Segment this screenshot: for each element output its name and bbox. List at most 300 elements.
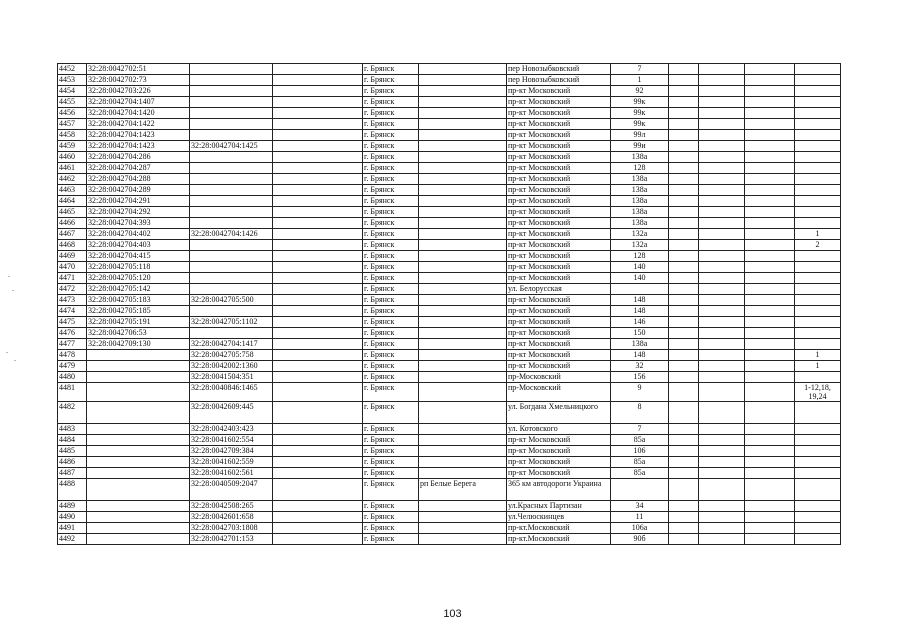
blank-cell	[273, 350, 363, 361]
cadastral-number-cell	[87, 534, 190, 545]
blank-cell	[273, 457, 363, 468]
city-cell: г. Брянск	[363, 295, 419, 306]
cadastral-number-cell: 32:28:0042704:288	[87, 174, 190, 185]
table-row	[58, 251, 841, 262]
blank-cell	[699, 97, 745, 108]
apartment-cell	[795, 174, 841, 185]
city-cell: г. Брянск	[363, 457, 419, 468]
cadastral-number-cell	[87, 457, 190, 468]
blank-cell	[669, 383, 699, 402]
blank-cell	[745, 163, 795, 174]
cadastral-number-2-cell	[190, 75, 273, 86]
apartment-cell	[795, 97, 841, 108]
cadastral-number-2-cell: 32:28:0041602:554	[190, 435, 273, 446]
blank-cell	[273, 262, 363, 273]
blank-cell	[745, 534, 795, 545]
blank-cell	[699, 75, 745, 86]
row-number-cell: 4468	[58, 240, 87, 251]
street-cell: пр-кт Московский	[507, 218, 611, 229]
blank-cell	[669, 152, 699, 163]
table-row	[58, 501, 841, 512]
cadastral-number-2-cell: 32:28:0042704:1426	[190, 229, 273, 240]
blank-cell	[669, 108, 699, 119]
city-cell: г. Брянск	[363, 501, 419, 512]
cadastral-number-cell: 32:28:0042704:402	[87, 229, 190, 240]
blank-cell	[273, 372, 363, 383]
row-number-cell: 4466	[58, 218, 87, 229]
house-cell: 132а	[611, 229, 669, 240]
apartment-cell	[795, 75, 841, 86]
blank-cell	[273, 361, 363, 372]
cadastral-number-cell: 32:28:0042705:120	[87, 273, 190, 284]
row-number-cell: 4459	[58, 141, 87, 152]
district-cell	[419, 317, 507, 328]
cadastral-number-2-cell	[190, 328, 273, 339]
scan-speck	[14, 360, 16, 361]
cadastral-number-2-cell	[190, 262, 273, 273]
blank-cell	[669, 501, 699, 512]
street-cell: пр-кт.Московский	[507, 534, 611, 545]
blank-cell	[699, 141, 745, 152]
house-cell: 148	[611, 295, 669, 306]
table-row	[58, 361, 841, 372]
cadastral-number-cell	[87, 361, 190, 372]
apartment-cell	[795, 512, 841, 523]
apartment-cell	[795, 372, 841, 383]
district-cell	[419, 523, 507, 534]
table-row	[58, 152, 841, 163]
street-cell: пр-кт Московский	[507, 207, 611, 218]
cadastral-number-cell: 32:28:0042705:118	[87, 262, 190, 273]
table-row	[58, 372, 841, 383]
blank-cell	[745, 141, 795, 152]
cadastral-number-cell	[87, 435, 190, 446]
city-cell: г. Брянск	[363, 207, 419, 218]
blank-cell	[745, 402, 795, 424]
cadastral-number-cell: 32:28:0042704:393	[87, 218, 190, 229]
street-cell: пр-кт Московский	[507, 97, 611, 108]
blank-cell	[669, 207, 699, 218]
district-cell	[419, 262, 507, 273]
blank-cell	[273, 339, 363, 350]
blank-cell	[745, 328, 795, 339]
house-cell: 140	[611, 273, 669, 284]
district-cell	[419, 284, 507, 295]
city-cell: г. Брянск	[363, 479, 419, 501]
table-row	[58, 218, 841, 229]
blank-cell	[669, 119, 699, 130]
cadastral-number-2-cell	[190, 306, 273, 317]
blank-cell	[699, 361, 745, 372]
cadastral-number-cell: 32:28:0042704:1407	[87, 97, 190, 108]
blank-cell	[669, 328, 699, 339]
blank-cell	[273, 141, 363, 152]
table-row	[58, 317, 841, 328]
table-row	[58, 534, 841, 545]
blank-cell	[669, 361, 699, 372]
blank-cell	[699, 196, 745, 207]
blank-cell	[669, 262, 699, 273]
blank-cell	[699, 152, 745, 163]
house-cell: 138а	[611, 196, 669, 207]
table-row	[58, 97, 841, 108]
street-cell: пр-кт Московский	[507, 468, 611, 479]
district-cell	[419, 229, 507, 240]
blank-cell	[745, 185, 795, 196]
apartment-cell	[795, 328, 841, 339]
cadastral-number-2-cell	[190, 108, 273, 119]
cadastral-number-cell: 32:28:0042709:130	[87, 339, 190, 350]
blank-cell	[273, 207, 363, 218]
row-number-cell: 4475	[58, 317, 87, 328]
row-number-cell: 4483	[58, 424, 87, 435]
district-cell	[419, 218, 507, 229]
row-number-cell: 4472	[58, 284, 87, 295]
blank-cell	[745, 457, 795, 468]
table-row	[58, 207, 841, 218]
street-cell: пр-кт Московский	[507, 457, 611, 468]
blank-cell	[669, 196, 699, 207]
street-cell: пр-кт Московский	[507, 306, 611, 317]
blank-cell	[273, 446, 363, 457]
blank-cell	[699, 64, 745, 75]
apartment-cell	[795, 479, 841, 501]
street-cell: пр-кт Московский	[507, 295, 611, 306]
blank-cell	[669, 141, 699, 152]
cadastral-number-cell: 32:28:0042704:1423	[87, 141, 190, 152]
blank-cell	[745, 435, 795, 446]
street-cell: пр-кт Московский	[507, 273, 611, 284]
cadastral-number-cell: 32:28:0042704:287	[87, 163, 190, 174]
cadastral-number-2-cell: 32:28:0042002:1360	[190, 361, 273, 372]
row-number-cell: 4471	[58, 273, 87, 284]
row-number-cell: 4474	[58, 306, 87, 317]
blank-cell	[273, 229, 363, 240]
house-cell: 99к	[611, 97, 669, 108]
street-cell: ул. Котовского	[507, 424, 611, 435]
blank-cell	[273, 174, 363, 185]
city-cell: г. Брянск	[363, 196, 419, 207]
house-cell: 99к	[611, 119, 669, 130]
blank-cell	[273, 152, 363, 163]
city-cell: г. Брянск	[363, 512, 419, 523]
cadastral-number-cell	[87, 523, 190, 534]
cadastral-number-cell: 32:28:0042703:226	[87, 86, 190, 97]
district-cell	[419, 240, 507, 251]
cadastral-number-cell: 32:28:0042704:415	[87, 251, 190, 262]
scan-speck	[12, 290, 14, 291]
blank-cell	[745, 479, 795, 501]
apartment-cell: 1	[795, 350, 841, 361]
apartment-cell	[795, 262, 841, 273]
blank-cell	[745, 207, 795, 218]
district-cell	[419, 86, 507, 97]
district-cell	[419, 534, 507, 545]
apartment-cell	[795, 317, 841, 328]
blank-cell	[745, 446, 795, 457]
house-cell: 138а	[611, 207, 669, 218]
district-cell	[419, 185, 507, 196]
apartment-cell	[795, 339, 841, 350]
blank-cell	[699, 435, 745, 446]
blank-cell	[273, 273, 363, 284]
blank-cell	[699, 350, 745, 361]
cadastral-number-2-cell: 32:28:0042709:384	[190, 446, 273, 457]
cadastral-number-2-cell: 32:28:0042508:265	[190, 501, 273, 512]
street-cell: пр-кт Московский	[507, 328, 611, 339]
blank-cell	[745, 284, 795, 295]
blank-cell	[669, 424, 699, 435]
row-number-cell: 4491	[58, 523, 87, 534]
blank-cell	[699, 317, 745, 328]
row-number-cell: 4473	[58, 295, 87, 306]
page-number: 103	[443, 608, 462, 620]
blank-cell	[273, 501, 363, 512]
address-registry-table	[57, 63, 841, 545]
apartment-cell: 2	[795, 240, 841, 251]
street-cell: пр-кт Московский	[507, 152, 611, 163]
row-number-cell: 4463	[58, 185, 87, 196]
blank-cell	[669, 130, 699, 141]
blank-cell	[699, 468, 745, 479]
cadastral-number-2-cell: 32:28:0041602:559	[190, 457, 273, 468]
city-cell: г. Брянск	[363, 372, 419, 383]
blank-cell	[273, 479, 363, 501]
blank-cell	[273, 196, 363, 207]
blank-cell	[669, 251, 699, 262]
street-cell: пр-кт Московский	[507, 435, 611, 446]
street-cell: пр-кт Московский	[507, 185, 611, 196]
city-cell: г. Брянск	[363, 328, 419, 339]
cadastral-number-cell: 32:28:0042704:286	[87, 152, 190, 163]
cadastral-number-cell	[87, 512, 190, 523]
cadastral-number-cell: 32:28:0042702:51	[87, 64, 190, 75]
street-cell: пер Новозыбковский	[507, 64, 611, 75]
city-cell: г. Брянск	[363, 240, 419, 251]
cadastral-number-2-cell: 32:28:0042704:1425	[190, 141, 273, 152]
street-cell: ул. Белорусская	[507, 284, 611, 295]
house-cell: 150	[611, 328, 669, 339]
row-number-cell: 4489	[58, 501, 87, 512]
blank-cell	[745, 262, 795, 273]
house-cell: 90б	[611, 534, 669, 545]
blank-cell	[669, 229, 699, 240]
blank-cell	[745, 64, 795, 75]
blank-cell	[669, 402, 699, 424]
blank-cell	[669, 64, 699, 75]
apartment-cell	[795, 284, 841, 295]
table-row	[58, 108, 841, 119]
apartment-cell	[795, 523, 841, 534]
district-cell	[419, 108, 507, 119]
apartment-cell	[795, 435, 841, 446]
apartment-cell: 1-12,18, 19,24	[795, 383, 841, 402]
blank-cell	[745, 372, 795, 383]
scan-speck	[8, 276, 10, 277]
city-cell: г. Брянск	[363, 424, 419, 435]
row-number-cell: 4456	[58, 108, 87, 119]
city-cell: г. Брянск	[363, 130, 419, 141]
blank-cell	[273, 251, 363, 262]
blank-cell	[745, 350, 795, 361]
row-number-cell: 4487	[58, 468, 87, 479]
apartment-cell	[795, 306, 841, 317]
street-cell: пер Новозыбковский	[507, 75, 611, 86]
district-cell	[419, 152, 507, 163]
house-cell: 138а	[611, 218, 669, 229]
blank-cell	[745, 97, 795, 108]
city-cell: г. Брянск	[363, 141, 419, 152]
blank-cell	[745, 130, 795, 141]
street-cell: пр-кт.Московский	[507, 523, 611, 534]
table-row	[58, 86, 841, 97]
cadastral-number-2-cell	[190, 152, 273, 163]
street-cell: пр-кт Московский	[507, 163, 611, 174]
city-cell: г. Брянск	[363, 273, 419, 284]
blank-cell	[745, 240, 795, 251]
blank-cell	[699, 108, 745, 119]
row-number-cell: 4478	[58, 350, 87, 361]
apartment-cell: 1	[795, 361, 841, 372]
street-cell: пр-кт Московский	[507, 86, 611, 97]
table-row	[58, 185, 841, 196]
blank-cell	[669, 75, 699, 86]
district-cell	[419, 328, 507, 339]
house-cell: 8	[611, 402, 669, 424]
district-cell	[419, 196, 507, 207]
street-cell: пр-Московский	[507, 372, 611, 383]
house-cell: 140	[611, 262, 669, 273]
apartment-cell	[795, 86, 841, 97]
blank-cell	[273, 163, 363, 174]
row-number-cell: 4492	[58, 534, 87, 545]
table-row	[58, 295, 841, 306]
cadastral-number-2-cell	[190, 218, 273, 229]
house-cell: 92	[611, 86, 669, 97]
cadastral-number-cell	[87, 350, 190, 361]
blank-cell	[273, 75, 363, 86]
city-cell: г. Брянск	[363, 108, 419, 119]
cadastral-number-cell: 32:28:0042704:291	[87, 196, 190, 207]
table-row	[58, 174, 841, 185]
blank-cell	[745, 295, 795, 306]
row-number-cell: 4488	[58, 479, 87, 501]
blank-cell	[699, 86, 745, 97]
district-cell	[419, 350, 507, 361]
blank-cell	[669, 468, 699, 479]
cadastral-number-2-cell	[190, 196, 273, 207]
blank-cell	[669, 295, 699, 306]
blank-cell	[669, 435, 699, 446]
blank-cell	[745, 512, 795, 523]
district-cell	[419, 64, 507, 75]
district-cell	[419, 402, 507, 424]
street-cell: пр-кт Московский	[507, 108, 611, 119]
apartment-cell	[795, 218, 841, 229]
cadastral-number-cell: 32:28:0042704:1420	[87, 108, 190, 119]
cadastral-number-2-cell	[190, 185, 273, 196]
district-cell	[419, 361, 507, 372]
house-cell: 99к	[611, 108, 669, 119]
apartment-cell	[795, 185, 841, 196]
cadastral-number-2-cell	[190, 273, 273, 284]
blank-cell	[745, 86, 795, 97]
cadastral-number-cell: 32:28:0042705:142	[87, 284, 190, 295]
table-body	[58, 64, 841, 545]
row-number-cell: 4484	[58, 435, 87, 446]
street-cell: пр-кт Московский	[507, 361, 611, 372]
blank-cell	[273, 317, 363, 328]
city-cell: г. Брянск	[363, 229, 419, 240]
city-cell: г. Брянск	[363, 284, 419, 295]
cadastral-number-cell	[87, 402, 190, 424]
blank-cell	[273, 512, 363, 523]
apartment-cell	[795, 468, 841, 479]
district-cell	[419, 141, 507, 152]
blank-cell	[745, 119, 795, 130]
city-cell: г. Брянск	[363, 361, 419, 372]
apartment-cell	[795, 152, 841, 163]
row-number-cell: 4464	[58, 196, 87, 207]
blank-cell	[669, 284, 699, 295]
blank-cell	[669, 185, 699, 196]
street-cell: пр-кт Московский	[507, 141, 611, 152]
blank-cell	[669, 273, 699, 284]
cadastral-number-2-cell: 32:28:0040846:1465	[190, 383, 273, 402]
house-cell: 7	[611, 64, 669, 75]
apartment-cell	[795, 402, 841, 424]
house-cell: 148	[611, 350, 669, 361]
street-cell: пр-кт Московский	[507, 196, 611, 207]
blank-cell	[745, 152, 795, 163]
blank-cell	[669, 512, 699, 523]
cadastral-number-2-cell	[190, 86, 273, 97]
cadastral-number-cell	[87, 424, 190, 435]
apartment-cell	[795, 273, 841, 284]
city-cell: г. Брянск	[363, 350, 419, 361]
blank-cell	[699, 218, 745, 229]
house-cell: 99л	[611, 130, 669, 141]
blank-cell	[699, 130, 745, 141]
row-number-cell: 4465	[58, 207, 87, 218]
cadastral-number-cell: 32:28:0042704:292	[87, 207, 190, 218]
table-row	[58, 119, 841, 130]
cadastral-number-2-cell	[190, 207, 273, 218]
house-cell: 148	[611, 306, 669, 317]
blank-cell	[699, 251, 745, 262]
row-number-cell: 4467	[58, 229, 87, 240]
city-cell: г. Брянск	[363, 251, 419, 262]
district-cell	[419, 207, 507, 218]
blank-cell	[699, 512, 745, 523]
house-cell: 132а	[611, 240, 669, 251]
district-cell	[419, 251, 507, 262]
district-cell	[419, 339, 507, 350]
house-cell: 9	[611, 383, 669, 402]
blank-cell	[699, 207, 745, 218]
apartment-cell: 1	[795, 229, 841, 240]
table-row	[58, 383, 841, 402]
house-cell: 106	[611, 446, 669, 457]
district-cell	[419, 501, 507, 512]
blank-cell	[669, 317, 699, 328]
row-number-cell: 4477	[58, 339, 87, 350]
blank-cell	[669, 457, 699, 468]
table-row	[58, 75, 841, 86]
city-cell: г. Брянск	[363, 446, 419, 457]
table-row	[58, 457, 841, 468]
cadastral-number-2-cell	[190, 119, 273, 130]
